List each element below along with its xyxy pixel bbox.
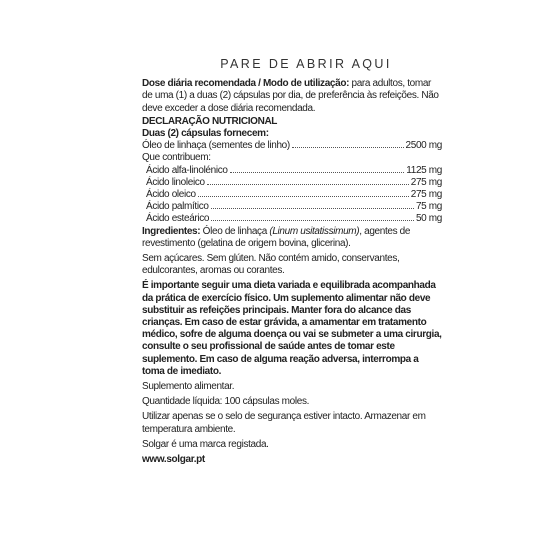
leader-dots: [211, 208, 414, 209]
ingredients-text-a: Óleo de linhaça: [200, 225, 270, 237]
ingredients-label: Ingredientes:: [142, 225, 201, 237]
nutrient-name: Ácido alfa-linolénico: [146, 164, 228, 176]
ingredients-paragraph: [142, 226, 442, 250]
ingredients-text-b: , agentes de revestimento (gelatina de origem bovina, glicerina).: [142, 225, 411, 249]
nutrient-name: Ácido palmítico: [146, 201, 209, 213]
nutrition-main-name: Óleo de linhaça (sementes de linho): [142, 140, 290, 152]
leader-dots: [230, 172, 405, 173]
storage-text: Utilizar apenas se o selo de segurança estiver intacto. Armazenar em temperatura ambiente.: [142, 411, 426, 435]
dose-text: para adultos, tomar de uma (1) a duas (2) cápsulas por dia, de preferência às refeições. Não deve exceder a dose diária recomendada.: [142, 78, 439, 114]
nutrient-name: Ácido esteárico: [146, 213, 210, 225]
leader-dots: [211, 220, 414, 221]
trademark-text: Solgar é uma marca registada.: [142, 438, 269, 450]
ingredients-latin-name: (Linum usitatissimum): [269, 225, 360, 237]
nutrient-value: 1125 mg: [406, 164, 442, 176]
nutrient-name: Ácido oleico: [146, 189, 196, 201]
product-label: [142, 58, 442, 466]
nutrition-row: [142, 213, 442, 225]
nutrition-contains-label: Que contribuem:: [142, 152, 211, 164]
nutrient-value: 275 mg: [410, 176, 442, 188]
nutrition-row: [142, 201, 442, 213]
nutrition-row: [142, 165, 442, 177]
quantity-text: Quantidade líquida: 100 cápsulas moles.: [142, 396, 310, 408]
nutrition-row: [142, 177, 442, 189]
leader-dots: [207, 184, 409, 185]
warning-text: É importante seguir uma dieta variada e equilibrada acompanhada da prática de exercício físico. Um suplemento alimentar não deve substituir as refeições principais. Manter fora do alcance das crianças. Em caso de estar grávida, a amamentar em tratamento médico, sofre de alguma doença ou vai se submeter a uma cirurgia, consulte o seu profissional de saúde antes de tomar este suplemento. Em caso de alguma reação adversa, interrompa a toma de imediato.: [142, 280, 442, 377]
nutrient-value: 75 mg: [415, 201, 442, 213]
tear-here-header: PARE DE ABRIR AQUI: [220, 57, 392, 71]
supplement-text: Suplemento alimentar.: [142, 381, 235, 393]
dose-label: Dose diária recomendada / Modo de utilização:: [142, 78, 350, 90]
nutrition-row: [142, 189, 442, 201]
nutrition-main-value: 2500 mg: [405, 140, 442, 152]
nutrition-subtitle: Duas (2) cápsulas fornecem:: [142, 128, 269, 140]
free-from-text: Sem açúcares. Sem glúten. Não contém amido, conservantes, edulcorantes, aromas ou corantes.: [142, 253, 400, 277]
leader-dots: [292, 147, 404, 148]
nutrient-value: 50 mg: [415, 213, 442, 225]
nutrition-main-row: [142, 140, 442, 152]
nutrient-name: Ácido linoleico: [146, 176, 205, 188]
website-text: www.solgar.pt: [142, 454, 205, 466]
dose-paragraph: [142, 78, 442, 115]
leader-dots: [198, 196, 409, 197]
nutrient-value: 275 mg: [410, 189, 442, 201]
nutrition-title: DECLARAÇÃO NUTRICIONAL: [142, 115, 278, 127]
